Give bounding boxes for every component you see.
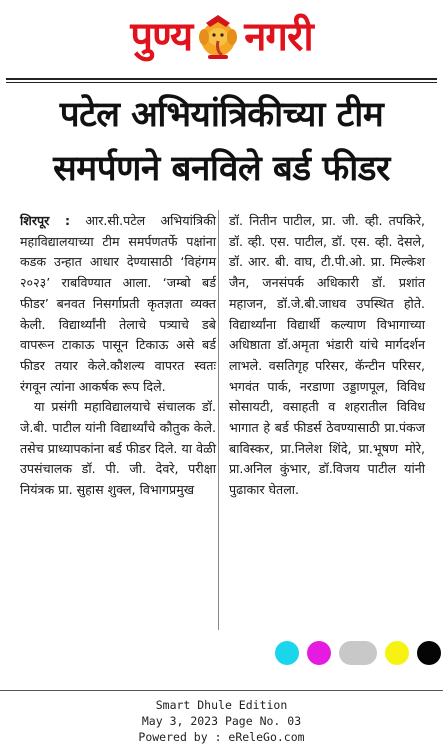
masthead xyxy=(0,6,443,68)
masthead-rule xyxy=(6,78,437,80)
registration-dot-magenta xyxy=(307,641,331,665)
article-paragraph: या प्रसंगी महाविद्यालयाचे संचालक डॉ. जे.बी. पाटील यांनी विद्यार्थ्यांचे कौतुक केले. तसेच प्राध्यापकांना बर्ड फीडर दिले. या वेळी उपसंचालक डॉ. पी. जी. देवरे, परीक्षा नियंत्रक प्रा. सुहास शुक्ल, विभागप्रमुख xyxy=(20,399,216,498)
article-column-right xyxy=(229,211,425,501)
masthead-right-word: नगरी xyxy=(244,14,313,60)
headline xyxy=(8,88,435,196)
powered-by: Powered by : eReleGo.com xyxy=(138,730,305,744)
edition-name: Smart Dhule Edition xyxy=(155,698,288,712)
headline-line-1: पटेल अभियांत्रिकीच्या टीम xyxy=(59,95,384,135)
registration-dot-black xyxy=(417,641,441,665)
ganesha-icon xyxy=(196,13,240,61)
column-divider xyxy=(218,210,219,630)
dateline: शिरपूर : xyxy=(20,213,71,228)
headline-line-2: समर्पणने बनविले बर्ड फीडर xyxy=(53,149,390,189)
article-column-left xyxy=(20,211,216,501)
article-text: आर.सी.पटेल अभियांत्रिकी महाविद्यालयाच्या टीम समर्पणतर्फे पक्षांना कडक उन्हात आधार देण्यासाठी ‘विहंगम २०२३’ राबविण्यात आला. ‘जम्बो बर्ड फीडर’ बनवत निसर्गाप्रती कृतज्ञता व्यक्त केली. विद्यार्थ्यांनी तेलाचे पत्र्याचे डबे वापरून टाकाऊ पासून टिकाऊ असे बर्ड फीडर तयार केले.कौशल्य वापरत स्वतः रंगवून त्यांना आकर्षक रूप दिले. xyxy=(20,213,216,394)
edition-footer xyxy=(0,697,443,745)
registration-dot-gray xyxy=(339,641,377,665)
masthead-rule-thin xyxy=(6,82,437,83)
footer-rule xyxy=(0,690,443,691)
masthead-left-word: पुण्य xyxy=(130,14,193,60)
edition-date: May 3, 2023 Page No. 03 xyxy=(141,714,302,728)
registration-dot-yellow xyxy=(385,641,409,665)
article-paragraph xyxy=(20,211,216,397)
registration-marks xyxy=(275,641,441,665)
article-paragraph: डॉ. नितीन पाटील, प्रा. जी. व्ही. तपकिरे, डॉ. व्ही. एस. पाटील, डॉ. एस. व्ही. देसले, डॉ. आर. बी. वाघ, टी.पी.ओ. प्रा. मिल्केश जैन, जनसंपर्क अधिकारी डॉ. प्रशांत महाजन, डॉ.जे.बी.जाधव उपस्थित होते. विद्यार्थ्यांना विद्यार्थी कल्याण विभागाच्या अधिष्ठाता डॉ.अमृता भंडारी यांचे मार्गदर्शन लाभले. वसतिगृह परिसर, कॅन्टीन परिसर, भगवंत पार्क, नरडाणा उड्डाणपूल, विविध सोसायटी, वसाहती व शहरातील विविध भागात हे बर्ड फीडर्स ठेवण्यासाठी प्रा.पंकज बाविस्कर, प्रा.निलेश शिंदे, प्रा.भूषण मोरे, प्रा.अनिल कुंभार, डॉ.विजय पाटील यांनी पुढाकार घेतला. xyxy=(229,213,425,498)
registration-dot-cyan xyxy=(275,641,299,665)
